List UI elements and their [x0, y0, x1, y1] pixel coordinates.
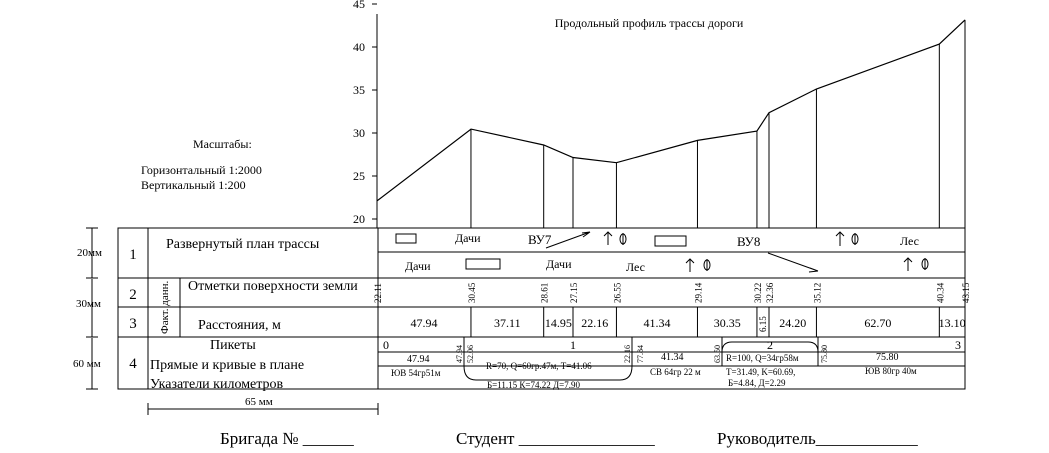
plan-label-dachi-2: Дачи: [405, 259, 431, 273]
row-label-plan: Развернутый план трассы: [166, 237, 320, 252]
elevation-value: 32.36: [765, 282, 775, 303]
footer-brigade: Бригада № ______: [220, 429, 354, 448]
dim-row4-label: 60 мм: [73, 358, 101, 370]
distance-cells: [410, 307, 965, 337]
plan-label-les-2: Лес: [626, 260, 646, 274]
elevation-value: 22.11: [373, 283, 383, 303]
tree-icon: [904, 258, 928, 271]
direction-arrow-icon: [546, 232, 590, 248]
row-number-2: 2: [129, 287, 137, 303]
distance-value: 22.16: [581, 316, 609, 330]
distance-value: 41.34: [643, 316, 671, 330]
curve-vu8-params-2: T=31.49, K=60.69,: [726, 367, 796, 377]
tree-icon: [604, 232, 626, 245]
row-label-pickets: Пикеты: [210, 338, 256, 353]
straight-length-1: 47.94: [407, 354, 430, 365]
row-number-1: 1: [129, 247, 137, 263]
distance-value: 24.20: [779, 316, 807, 330]
elevation-value: 35.12: [812, 282, 823, 303]
plan-label-vu7: ВУ7: [528, 232, 552, 247]
dim-width-label: 65 мм: [245, 396, 273, 408]
distance-value: 37.11: [494, 316, 521, 330]
elevation-value: 27.15: [569, 282, 579, 303]
row-label-elevations: Отметки поверхности земли: [188, 279, 358, 294]
distance-value: 47.94: [410, 316, 438, 330]
chart-title: Продольный профиль трассы дороги: [554, 16, 744, 30]
row-label-distances: Расстояния, м: [198, 318, 281, 333]
tree-icon: [686, 259, 710, 272]
picket-1: 1: [570, 338, 576, 352]
footer-student: Студент ________________: [456, 429, 655, 448]
straight-length-3: 75.80: [876, 352, 899, 363]
picket-offset: 77.84: [636, 345, 645, 363]
elevation-value: 28.61: [539, 282, 550, 303]
picket-3: 3: [955, 338, 961, 352]
scales-heading: Масштабы:: [193, 137, 252, 151]
row-number-4: 4: [129, 356, 137, 372]
y-tick-label: 45: [353, 0, 365, 11]
row-label-km-markers: Указатели километров: [150, 377, 284, 392]
y-tick-label: 40: [353, 40, 365, 54]
plan-label-vu8: ВУ8: [737, 234, 761, 249]
picket-offset: 47.94: [455, 345, 464, 363]
elevation-value: 30.45: [466, 282, 477, 303]
dim-rows23-label: 30мм: [76, 298, 101, 310]
scale-horizontal: Горизонтальный 1:2000: [141, 163, 262, 177]
elevation-values: [373, 282, 971, 303]
building-symbol: [396, 234, 416, 243]
direction-arrow-icon: [768, 253, 818, 272]
curve-vu8-params-3: Б=4.84, Д=2.29: [728, 378, 786, 388]
y-tick-label: 20: [353, 212, 365, 226]
plan-label-les-1: Лес: [900, 234, 920, 248]
curve-vu7-params-2: Б=11.15 К=74.22 Д=7.90: [487, 380, 580, 390]
elevation-value: 29.14: [693, 282, 704, 303]
straight-bearing-1: ЮВ 54гр51м: [391, 368, 441, 378]
picket-0: 0: [383, 338, 389, 352]
dim-row1-label: 20мм: [77, 247, 102, 259]
distance-value: 14.95: [544, 316, 572, 330]
distance-value: 62.70: [864, 316, 892, 330]
picket-offset: 63.50: [713, 345, 722, 363]
footer-supervisor: Руководитель____________: [717, 429, 918, 448]
row-number-3: 3: [129, 316, 137, 332]
y-axis-ticks: [353, 0, 377, 226]
straight-bearing-2: СВ 64гр 22 м: [650, 367, 701, 377]
distance-value: 13.10: [938, 316, 966, 330]
y-tick-label: 25: [353, 169, 365, 183]
scale-vertical: Вертикальный 1:200: [141, 178, 246, 192]
y-tick-label: 30: [353, 126, 365, 140]
plan-label-dachi-1: Дачи: [455, 231, 481, 245]
elevation-value: 30.22: [752, 282, 763, 303]
picket-offset: 22.16: [623, 345, 632, 363]
ground-profile-line: [377, 20, 965, 201]
y-tick-label: 35: [353, 83, 365, 97]
picket-offset: 52.06: [466, 345, 475, 363]
elevation-value: 40.34: [935, 282, 946, 303]
row-label-plan-curves: Прямые и кривые в плане: [150, 358, 305, 373]
elevation-value: 43.15: [961, 282, 971, 303]
side-label-actual-data: Факт. данн.: [159, 280, 171, 334]
curve-vu8-params: R=100, Q=34гр58м: [726, 353, 799, 363]
elevation-value: 26.55: [612, 282, 623, 303]
building-symbol: [655, 236, 686, 246]
straight-bearing-3: ЮВ 80гр 40м: [865, 366, 917, 376]
curve-vu7-params: R=70, Q=60гр.47м, T=41.06: [486, 361, 592, 371]
plan-label-dachi-3: Дачи: [546, 257, 572, 271]
ordinate-lines: [377, 20, 965, 228]
building-symbol: [466, 259, 500, 269]
distance-value: 30.35: [713, 316, 741, 330]
picket-2: 2: [767, 338, 773, 352]
tree-icon: [836, 232, 858, 246]
straight-length-2: 41.34: [661, 352, 684, 363]
distance-value: 6.15: [757, 316, 768, 332]
picket-offset: 75.80: [820, 345, 829, 363]
